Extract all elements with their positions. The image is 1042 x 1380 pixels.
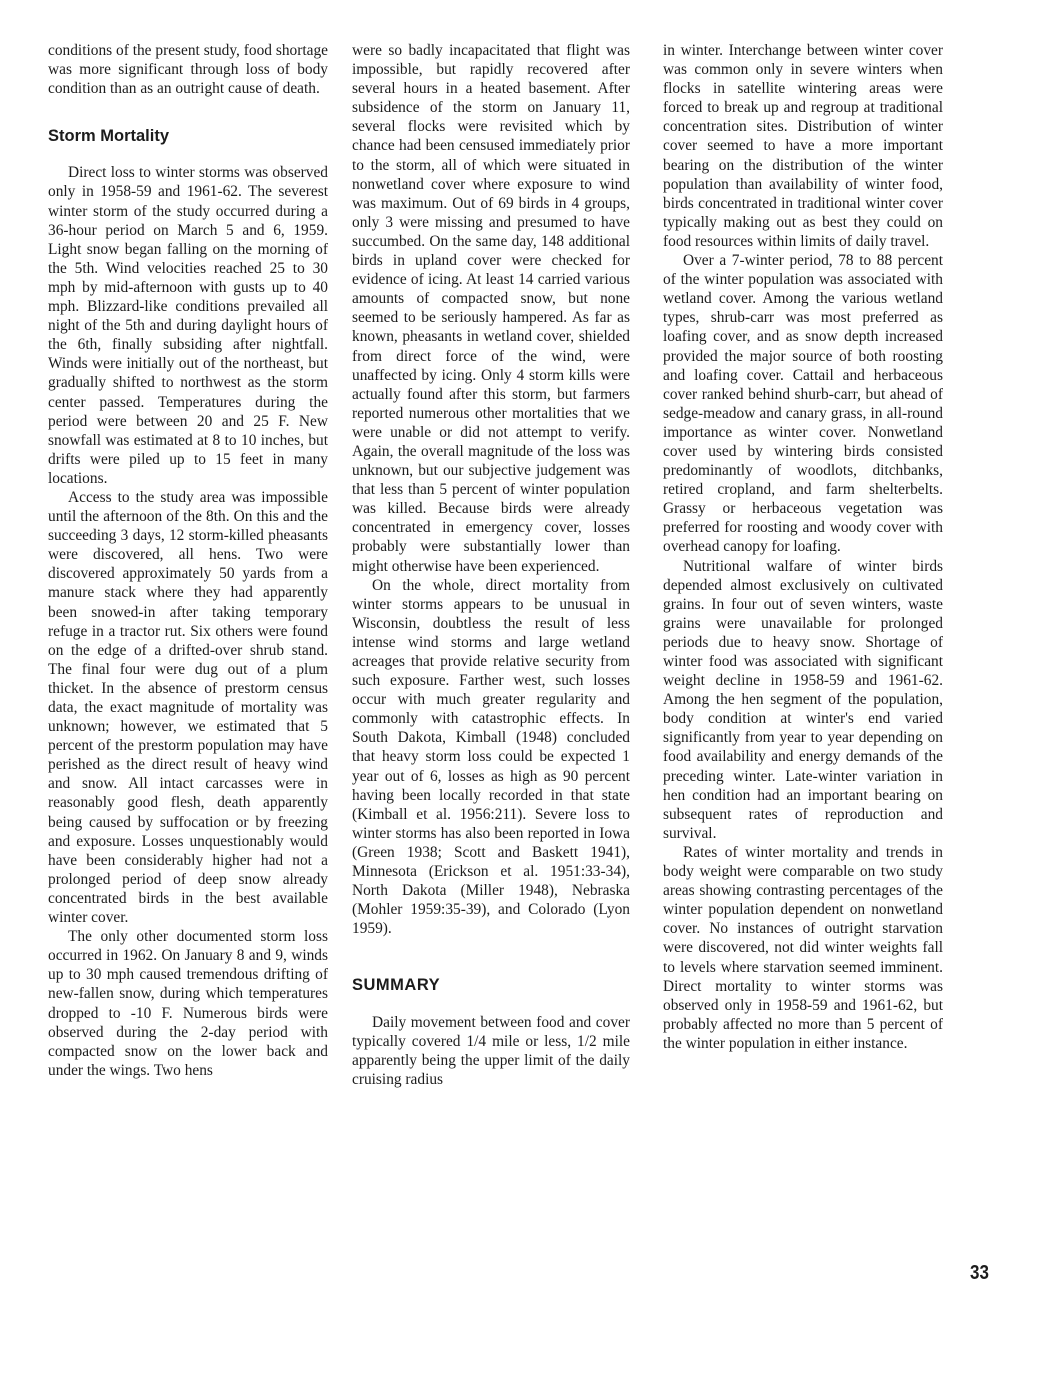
paragraph: in winter. Interchange between winter cover was common only in severe winters when flocks in satellite wintering areas were forced to break up and regroup at traditional concentration sites. Distribution of winter cover seemed to have a more important bearing on the distribution of the winter population than availability of winter food, birds concentrated in traditional winter cover typically making out as best they could on food resources within limits of daily travel. [663,42,943,250]
column-3 [663,41,943,1053]
section-heading-summary: SUMMARY [352,976,441,995]
column-2 [352,41,630,1089]
paragraph: were so badly incapacitated that flight was impossible, but rapidly recovered after several hours in a heated basement. After subsidence of the storm on January 11, several flocks were revisited which by chance had been censused immediately prior to the storm, all of which were situated in nonwetland cover where exposure to wind was maximum. Out of 69 birds in 4 groups, only 3 were missing and presumed to have succumbed. On the same day, 148 additional birds in upland cover were checked for evidence of icing. At least 14 carried various amounts of compacted snow, but none seemed to be seriously hampered. As far as known, pheasants in wetland cover, shielded from direct force of the wind, were unaffected by icing. Only 4 storm kills were actually found after this storm, but farmers reported numerous other mortalities that we were unable or did not attempt to verify. Again, the overall magnitude of the loss was unknown, but our subjective judgement was that less than 5 percent of winter population was killed. Because birds were already concentrated in emergency cover, losses probably were substantially lower than might otherwise have been experienced. [352,42,630,575]
paragraph: On the whole, direct mortality from winter storms appears to be unusual in Wisconsin, doubtless the result of less intense wind storms and large wetland acreages that provide relative security from such exposure. Farther west, such losses occur with much greater regularity and commonly with catastrophic effects. In South Dakota, Kimball (1948) concluded that heavy storm loss could be expected 1 year out of 6, losses as high as 90 percent having been locally recorded in that state (Kimball et al. 1956:211). Severe loss to winter storms has also been reported in Iowa (Green 1938; Scott and Baskett 1941), Minnesota (Erickson et al. 1951:33-34), North Dakota (Miller 1948), Nebraska (Mohler 1959:35-39), and Colorado (Lyon 1959). [352,576,630,938]
paragraph: Daily movement between food and cover typically covered 1/4 mile or less, 1/2 mile apparently being the upper limit of the daily cruising radius [352,1013,630,1088]
paragraph: Access to the study area was impossible until the afternoon of the 8th. On this and the succeeding 3 days, 12 storm-killed pheasants were discovered, all hens. Two were discovered approximately 50 yards from a manure stack where they had apparently been snowed-in after taking temporary refuge in a tractor rut. Six others were found on the edge of a drifted-over shrub stand. The final four were dug out of a plum thicket. In the absence of prestorm census data, the exact magnitude of mortality was unknown; however, we estimated that 5 percent of the prestorm population may have perished as the direct result of heavy wind and snow. All intact carcasses were in reasonably good flesh, death apparently being caused by suffocation or by freezing and exposure. Losses unquestionably would have been considerably higher had not a prolonged period of deep snow already concentrated birds in the best available winter cover. [48,488,328,927]
section-heading-storm-mortality: Storm Mortality [48,127,170,146]
paragraph: Rates of winter mortality and trends in body weight were comparable on two study areas showing contrasting percentages of the winter population dependent on nonwetland cover. No instances of outright starvation were discovered, not did winter weights fall to levels where starvation seemed imminent. Direct mortality to winter storms was observed only in 1958-59 and 1961-62, but probably affected no more than 5 percent of the winter population in either instance. [663,843,943,1052]
page-number: 33 [970,1262,989,1284]
paragraph: Nutritional walfare of winter birds depended almost exclusively on cultivated grains. In four out of seven winters, waste grains were unavailable for prolonged periods due to heavy snow. Shortage of winter food was associated with significant weight decline in 1958-59 and 1961-62. Among the hen segment of the population, body condition at winter's end varied significantly from year to year depending on food availability and energy demands of the preceding winter. Late-winter variation in hen condition had an important bearing on subsequent rates of reproduction and survival. [663,557,943,842]
paragraph: The only other documented storm loss occurred in 1962. On January 8 and 9, winds up to 30 mph caused tremendous drifting of new-fallen snow, during which temperatures dropped to -10 F. Numerous birds were observed during the 2-day period with compacted snow on the lower back and under the wings. Two hens [48,928,328,1079]
column-1 [48,41,328,1080]
paragraph: Direct loss to winter storms was observed only in 1958-59 and 1961-62. The severest winter storm of the study occurred during a 36-hour period on March 5 and 6, 1959. Light snow began falling on the morning of the 5th. Wind velocities reached 25 to 30 mph by mid-afternoon with gusts up to 40 mph. Blizzard-like conditions prevailed all night of the 5th and during daylight hours of the 6th, finally subsiding after nightfall. Winds were initially out of the northeast, but gradually shifted to northwest as the storm center passed. Temperatures during the period were between 20 and 25 F. New snowfall was estimated at 8 to 10 inches, but drifts were piled up to 15 feet in many locations. [48,164,328,487]
paragraph: Over a 7-winter period, 78 to 88 percent of the winter population was associated with wetland cover. Among the various wetland types, shrub-carr was most preferred as loafing cover, and as snow depth increased provided the major source of both roosting and loafing cover. Cattail and herbaceous cover ranked behind shurb-carr, but ahead of sedge-meadow and canary grass, in all-round importance as winter cover. Nonwetland cover used by wintering birds consisted predominantly of woodlots, ditchbanks, retired cropland, and farm shelterbelts. Grassy or herbaceous vegetation was preferred for roosting and woody cover with overhead canopy for loafing. [663,252,943,556]
paragraph: conditions of the present study, food shortage was more significant through loss of body condition than as an outright cause of death. [48,42,328,98]
